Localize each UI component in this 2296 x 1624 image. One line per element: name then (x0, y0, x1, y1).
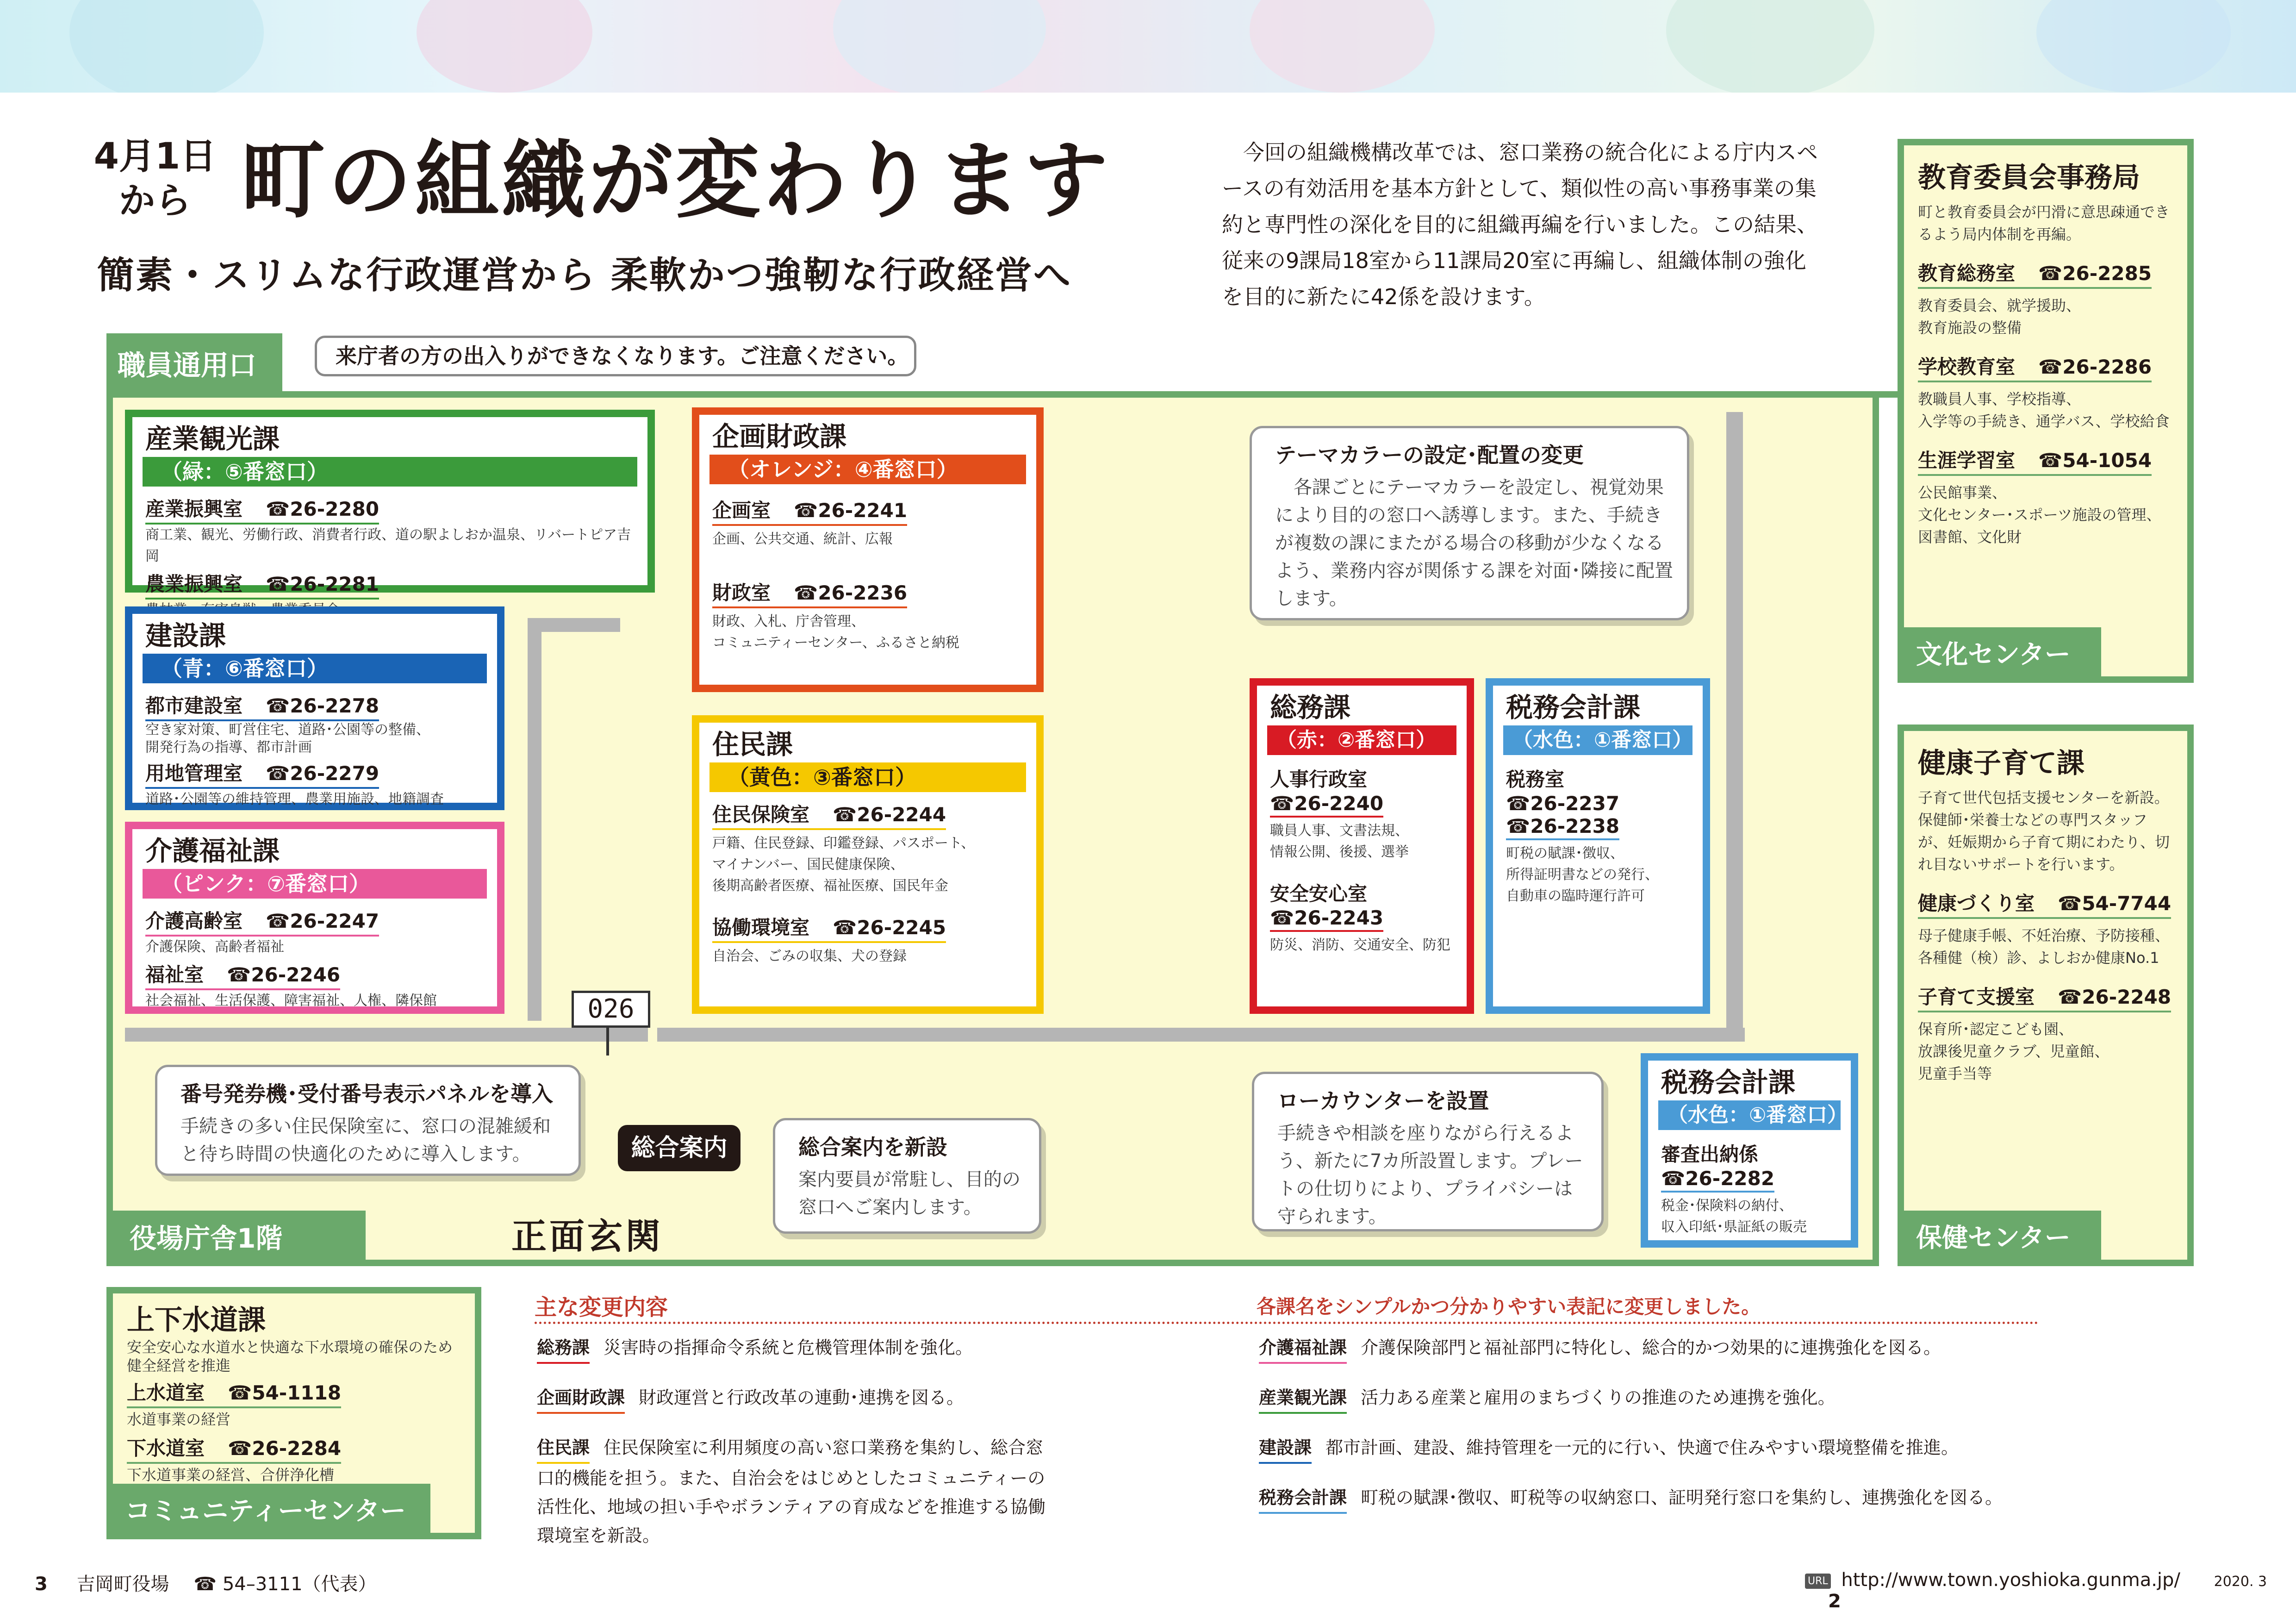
changes-right (1259, 1333, 2046, 1514)
room-gesui: 下水道室 ☎26-2284 (127, 1433, 341, 1464)
room-gakko: 学校教育室 ☎26-2286 (1918, 352, 2152, 382)
room-jinji: 人事行政室 ☎26-2240 (1270, 764, 1383, 818)
footer-left (35, 1569, 377, 1596)
room-desc: 空き家対策、町営住宅、道路･公園等の整備、 開発行為の指導、都市計画 (145, 722, 430, 756)
change-item: 建設課 都市計画、建設、維持管理を一元的に行い、快適で住みやすい環境整備を推進。 (1259, 1433, 2046, 1464)
window-bar: （青：⑥番窓口） (143, 654, 487, 683)
dept-name: 企画財政課 (712, 421, 847, 452)
changes-left (537, 1333, 1055, 1550)
changes-heading: 主な変更内容 (535, 1294, 668, 1320)
room-sangyo-shinko: 産業振興室 ☎26-2280 (145, 494, 379, 525)
title-date-line1: 4月1日 (93, 136, 217, 177)
header-banner (0, 0, 2296, 93)
change-item: 住民課 住民保険室に利用頻度の高い窓口業務を集約し、総合窓口的機能を担う。また、自治会をはじめとしたコミュニティーの活性化、地域の担い手やボランティアの育成などを推進する協働環境室を新設。 (537, 1433, 1055, 1550)
staff-entrance-tab (106, 333, 282, 398)
dept-sangyo (125, 410, 655, 593)
dept-kikaku (692, 407, 1044, 692)
room-zaisei: 財政室 ☎26-2236 (712, 578, 907, 608)
room-kenko-zukuri: 健康づくり室 ☎54-7744 (1918, 888, 2171, 919)
dept-somu (1250, 678, 1474, 1014)
dept-name: 産業観光課 (145, 423, 280, 455)
url-icon: URL (1805, 1574, 1831, 1589)
room-desc: 道路･公園等の維持管理、農業用施設、地籍調査 (145, 791, 444, 807)
window-bar: （黄色：③番窓口） (709, 762, 1026, 792)
page-subtitle: 簡素・スリムな行政運営から 柔軟かつ強靭な行政経営へ (97, 254, 1072, 297)
room-kikaku: 企画室 ☎26-2241 (712, 495, 907, 526)
front-entrance: 正面玄関 (511, 1216, 663, 1257)
dept-jumin (692, 715, 1044, 1014)
window-bar: （緑：⑤番窓口） (143, 457, 637, 487)
room-nogyo-shinko: 農業振興室 ☎26-2281 (145, 569, 379, 600)
dept-zeimu-shinsa (1641, 1053, 1858, 1248)
title-date-line2: から (118, 180, 191, 222)
side-kenko: 健康子育て課 子育て世代包括支援センターを新設。保健師･栄養士などの専門スタッフが、妊娠期から子育て期にわたり、切れ目ないサポートを行います。 健康づくり室 ☎54-7744 母子健康手帳、不妊治療、予防接種、 各種健（検）診、よしおか健康No.1 子育て支援室 ☎26-2248 保育所･認定こども園、 放課後児童クラブ、児童館、 児童手当等 (1898, 725, 2194, 1266)
wall (1726, 412, 1743, 1037)
room-desc: 企画、公共交通、統計、広報 (712, 531, 893, 547)
dept-name: 住民課 (712, 729, 793, 760)
side-gesui: 上下水道課 安全安心な水道水と快適な下水環境の確保のため健全経営を推進 上水道室 ☎54-1118 水道事業の経営 下水道室 ☎26-2284 下水道事業の経営、合併浄化槽 (106, 1287, 481, 1539)
room-josui: 上水道室 ☎54-1118 (127, 1378, 341, 1408)
wall (528, 618, 541, 1021)
room-zeimu: 税務室 ☎26-2237 ☎26-2238 (1506, 764, 1619, 840)
room-desc: 財政、入札、庁舎管理、 コミュニティーセンター、ふるさと納税 (712, 613, 959, 651)
window-bar: （水色：①番窓口） (1503, 725, 1692, 755)
change-item: 総務課 災害時の指揮命令系統と危機管理体制を強化。 (537, 1333, 1055, 1364)
floor-top-border (171, 391, 2022, 398)
room-kyodo-kankyo: 協働環境室 ☎26-2245 (712, 912, 946, 943)
ticket-display: 026 (572, 991, 650, 1028)
callout-ticket: 番号発券機･受付番号表示パネルを導入 手続きの多い住民保険室に、窓口の混雑緩和と待ち時間の快適化のために導入します。 (155, 1065, 581, 1176)
room-kyoiku-somu: 教育総務室 ☎26-2285 (1918, 258, 2152, 289)
floor-name-tab: 役場庁舎1階 (106, 1211, 366, 1266)
dept-name: 建設課 (145, 620, 226, 651)
dept-name: 介護福祉課 (145, 835, 280, 867)
room-yochi-kanri: 用地管理室 ☎26-2279 (145, 758, 379, 789)
room-kaigo-korei: 介護高齢室 ☎26-2247 (145, 906, 379, 937)
page-number-left: 3 (35, 1574, 48, 1595)
wall (657, 1028, 1745, 1042)
entrance-notice: 来庁者の方の出入りができなくなります。ご注意ください。 (315, 336, 916, 376)
room-anzen: 安全安心室 ☎26-2243 (1270, 879, 1383, 932)
room-desc: 社会福祉、生活保護、障害福祉、人権、隣保館 (145, 993, 437, 1009)
window-bar: （オレンジ：④番窓口） (709, 455, 1026, 484)
office-name: 吉岡町役場 (76, 1574, 169, 1595)
room-kosodate: 子育て支援室 ☎26-2248 (1918, 982, 2171, 1012)
room-desc: 戸籍、住民登録、印鑑登録、パスポート、 マイナンバー、国民健康保険、 後期高齢者医療、福祉医療、国民年金 (712, 835, 975, 894)
room-desc: 町税の賦課･徴収、 所得証明書などの発行、 自動車の臨時運行許可 (1506, 845, 1659, 904)
bunka-center-tab: 文化センター (1898, 627, 2101, 683)
room-jumin-hoken: 住民保険室 ☎26-2244 (712, 800, 946, 830)
website-link[interactable]: http://www.town.yoshioka.gunma.jp/ (1841, 1569, 2180, 1591)
dept-name: 総務課 (1270, 692, 1351, 723)
room-desc: 自治会、ごみの収集、犬の登録 (712, 948, 907, 964)
ticket-stand (606, 1028, 609, 1056)
dept-kensetsu (125, 606, 504, 810)
community-center-tab: コミュニティーセンター (106, 1484, 430, 1539)
office-phone: ☎ 54–3111（代表） (193, 1574, 377, 1595)
footer-date: 2020. 3 (2214, 1574, 2267, 1590)
intro-text: 今回の組織機構改革では、窓口業務の統合化による庁内スペースの有効活用を基本方針として、類似性の高い事務事業の集約と専門性の深化を目的に組織再編を行いました。この結果、従来の9課局18室から11課局20室に再編し、組織体制の強化を目的に新たに42係を設けます。 (1222, 140, 1818, 309)
room-desc: 介護保険、高齢者福祉 (145, 939, 284, 955)
change-item: 税務会計課 町税の賦課･徴収、町税等の収納窓口、証明発行窓口を集約し、連携強化を図る。 (1259, 1483, 2046, 1514)
change-item: 企画財政課 財政運営と行政改革の連動･連携を図る。 (537, 1383, 1055, 1414)
changes-divider (535, 1322, 2039, 1324)
hoken-center-tab: 保健センター (1898, 1211, 2101, 1266)
dept-name: 税務会計課 (1506, 692, 1641, 723)
room-desc: 防災、消防、交通安全、防犯 (1270, 937, 1450, 953)
callout-info: 総合案内を新設 案内要員が常駐し、目的の窓口へご案内します。 (773, 1118, 1041, 1234)
dept-name: 税務会計課 (1661, 1067, 1796, 1098)
room-desc: 税金･保険料の納付、 収入印紙･県証紙の販売 (1661, 1198, 1807, 1235)
window-bar: （赤：②番窓口） (1267, 725, 1456, 755)
dept-kaigo (125, 822, 504, 1014)
callout-low-counter: ローカウンターを設置 手続きや相談を座りながら行えるよう、新たに7カ所設置します。プレートの仕切りにより、プライバシーは守られます。 (1252, 1072, 1604, 1231)
room-desc: 商工業、観光、労働行政、消費者行政、道の駅よしおか温泉、リバートピア吉岡 (145, 527, 631, 564)
room-toshi-kensetsu: 都市建設室 ☎26-2278 (145, 691, 379, 721)
room-shinsa: 審査出納係 ☎26-2282 (1661, 1139, 1774, 1193)
window-bar: （ピンク：⑦番窓口） (143, 869, 487, 899)
footer-right (1805, 1569, 2296, 1612)
info-desk: 総合案内 (618, 1125, 740, 1171)
dept-zeimu (1486, 678, 1710, 1014)
staff-entrance-label: 職員通用口 (118, 350, 256, 382)
room-fukushi: 福祉室 ☎26-2246 (145, 960, 340, 990)
title-date (88, 134, 222, 223)
changes-heading-2: 各課名をシンプルかつ分かりやすい表記に変更しました。 (1257, 1295, 1761, 1318)
page-title: 町の組織が変わります (241, 131, 1111, 230)
page-number-right: 2 (1828, 1591, 1841, 1612)
window-bar: （水色：①番窓口） (1658, 1100, 1841, 1130)
side-kyoiku: 教育委員会事務局 町と教育委員会が円滑に意思疎通できるよう局内体制を再編。 教育総務室 ☎26-2285 教育委員会、就学援助、 教育施設の整備 学校教育室 ☎26-2286 教職員人事、学校指導、 入学等の手続き、通学バス、学校給食 生涯学習室 ☎54-1054 公民館事業、 文化センター･スポーツ施設の管理、 図書館、文化財 (1898, 139, 2194, 683)
room-desc: 職員人事、文書法規、 情報公開、後援、選挙 (1270, 823, 1409, 860)
change-item: 介護福祉課 介護保険部門と福祉部門に特化し、総合的かつ効果的に連携強化を図る。 (1259, 1333, 2046, 1364)
wall (125, 1028, 648, 1042)
change-item: 産業観光課 活力ある産業と雇用のまちづくりの推進のため連携を強化。 (1259, 1383, 2046, 1414)
callout-theme-color: テーマカラーの設定･配置の変更 各課ごとにテーマカラーを設定し、視覚効果により目的の窓口へ誘導します。また、手続きが複数の課にまたがる場合の移動が少なくなるよう、業務内容が関係する課を対面･隣接に配置します。 (1250, 426, 1689, 620)
room-shogai: 生涯学習室 ☎54-1054 (1918, 445, 2152, 476)
